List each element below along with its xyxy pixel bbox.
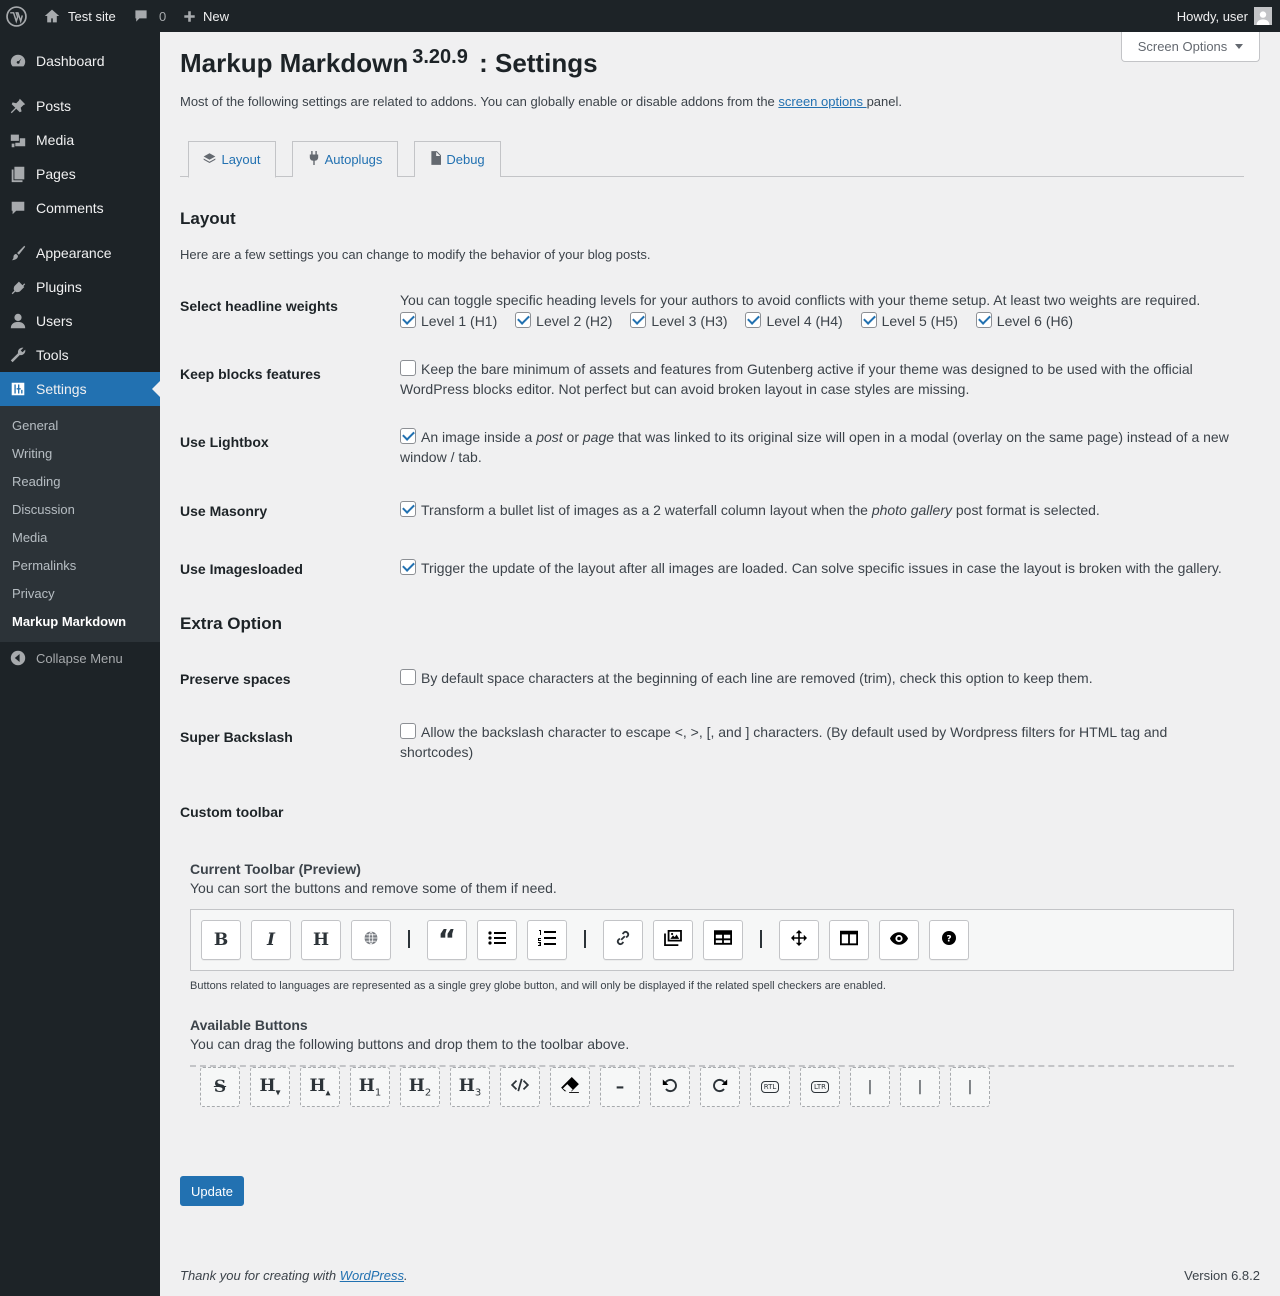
sidebar-item-label: Media [36, 132, 75, 148]
masonry-text: post format is selected. [951, 502, 1100, 518]
page-title-prefix: Markup Markdown [180, 48, 409, 78]
sidebar-item-pages[interactable] [0, 157, 160, 191]
sidebar-item-label: Pages [36, 166, 76, 182]
footer-thanks-end: . [404, 1268, 408, 1283]
sidebar-item-label: Posts [36, 98, 72, 114]
intro-text-before: Most of the following settings are related to addons. You can globally enable or disable addons from the [180, 94, 779, 109]
ordered-list-button[interactable] [527, 920, 567, 960]
italic-button[interactable] [251, 920, 291, 960]
comment-icon [133, 8, 149, 24]
masonry-text: Transform a bullet list of images as a 2 waterfall column layout when the [421, 502, 872, 518]
footer-thanks-text: Thank you for creating with [180, 1268, 340, 1283]
lightbox-text: An image inside a [421, 429, 537, 445]
available-buttons-area [190, 1065, 1234, 1109]
screen-options-button[interactable] [1121, 32, 1260, 62]
level-2-option[interactable] [515, 312, 612, 332]
sidebar-item-appearance[interactable] [0, 236, 160, 270]
sidebar-item-users[interactable] [0, 304, 160, 338]
headline-weights-field [400, 291, 1240, 331]
new-content-link[interactable] [183, 0, 229, 32]
eye-icon [890, 930, 908, 950]
new-label: New [203, 8, 230, 24]
lightbox-text-emphasis: post [536, 429, 563, 445]
user-icon [0, 312, 36, 330]
preserve-spaces-label: Preserve spaces [180, 671, 291, 687]
submenu-item-privacy[interactable]: Privacy [12, 586, 55, 601]
eraser-icon [561, 1077, 579, 1098]
separator-icon: | [917, 1079, 923, 1095]
custom-toolbar-label: Custom toolbar [180, 804, 284, 820]
section-heading-layout: Layout [180, 209, 236, 228]
pages-icon [0, 165, 36, 183]
toolbar-separator [584, 930, 586, 948]
tab-autoplugs[interactable] [292, 141, 398, 177]
dashboard-icon [0, 52, 36, 70]
section-heading-extra: Extra Option [180, 614, 283, 633]
wordpress-logo[interactable] [6, 0, 27, 32]
separator-icon: | [967, 1079, 973, 1095]
sidebar-item-tools[interactable] [0, 338, 160, 372]
unordered-list-icon [488, 930, 506, 950]
keep-blocks-label: Keep blocks features [180, 366, 321, 382]
level-6-checkbox[interactable] [976, 312, 992, 328]
media-icon [0, 131, 36, 149]
fullscreen-button[interactable] [779, 920, 819, 960]
plus-icon [183, 10, 196, 23]
image-button[interactable] [653, 920, 693, 960]
current-toolbar-preview [190, 909, 1234, 971]
guide-button[interactable] [929, 920, 969, 960]
settings-icon [0, 380, 36, 398]
sidebar-item-label: Tools [36, 347, 69, 363]
clean-block-button[interactable] [550, 1067, 590, 1107]
masonry-label: Use Masonry [180, 503, 268, 519]
tab-label: Layout [221, 152, 261, 167]
separator-button[interactable] [850, 1067, 890, 1107]
avatar-icon [1255, 9, 1271, 25]
submenu-item-media[interactable]: Media [12, 530, 48, 545]
heading-3-button[interactable] [450, 1067, 490, 1107]
submenu-item-reading[interactable]: Reading [12, 474, 61, 489]
tab-label: Debug [446, 152, 485, 167]
submenu-item-discussion[interactable]: Discussion [12, 502, 75, 517]
current-toolbar-title: Current Toolbar (Preview) [190, 861, 361, 877]
submenu-item-markup-markdown[interactable]: Markup Markdown [12, 614, 127, 629]
screen-options-link[interactable]: screen options [778, 94, 867, 109]
sidebar-item-label: Users [36, 313, 73, 329]
plugin-version: 3.20.9 [412, 46, 468, 68]
ltr-button[interactable] [800, 1067, 840, 1107]
super-backslash-label: Super Backslash [180, 729, 293, 745]
level-label: Level 2 (H2) [536, 312, 613, 329]
redo-icon [712, 1077, 728, 1098]
submenu-item-writing[interactable]: Writing [12, 446, 53, 461]
lightbox-field [400, 428, 1240, 467]
site-name-link[interactable] [44, 0, 116, 32]
headline-levels [400, 312, 1240, 332]
sidebar-item-settings[interactable] [0, 372, 160, 406]
pin-icon [0, 97, 36, 115]
heading-3-icon: $H_3$ [458, 1075, 482, 1099]
heading-1-icon: $H_1$ [358, 1075, 382, 1099]
settings-submenu [0, 406, 160, 642]
level-5-checkbox[interactable] [861, 312, 877, 328]
level-1-option[interactable] [400, 312, 497, 332]
wrench-icon [0, 346, 36, 364]
super-backslash-checkbox[interactable] [400, 723, 416, 739]
super-backslash-text: Allow the backslash character to escape <, >, [, and ] characters. (By default used by Wordpress filters for HTML tag and shortcodes) [400, 724, 1168, 760]
unordered-list-button[interactable] [477, 920, 517, 960]
available-buttons-title: Available Buttons [190, 1017, 308, 1033]
keep-blocks-text: Keep the bare minimum of assets and features from Gutenberg active if your theme was designed to be used with the official WordPress blocks editor. Not perfect but can avoid broken layout in case styles are missing. [400, 361, 1193, 397]
toolbar-separator [408, 930, 410, 948]
site-name: Test site [68, 8, 116, 24]
separator-icon: | [867, 1079, 873, 1095]
tab-label: Autoplugs [324, 152, 383, 167]
layers-icon [203, 152, 216, 168]
caret-down-icon [1235, 44, 1243, 49]
sidebar-item-label: Settings [36, 381, 87, 397]
section-description-layout: Here are a few settings you can change to modify the behavior of your blog posts. [180, 247, 651, 262]
level-5-option[interactable] [861, 312, 958, 332]
level-4-option[interactable] [745, 312, 842, 332]
lightbox-text-emphasis: page [582, 429, 615, 445]
masonry-text-emphasis: photo gallery [871, 502, 952, 518]
plug-icon [0, 278, 36, 296]
sidebar-item-plugins[interactable] [0, 270, 160, 304]
plug-icon [308, 151, 320, 168]
headline-weights-label: Select headline weights [180, 298, 338, 314]
separator-button[interactable] [900, 1067, 940, 1107]
heading-icon: H [312, 930, 330, 950]
masonry-field [400, 501, 1240, 521]
code-button[interactable] [500, 1067, 540, 1107]
main-content [160, 32, 1280, 1296]
wordpress-logo-icon [6, 6, 27, 27]
greeting: Howdy, user [1176, 8, 1248, 24]
bold-icon: B [213, 930, 229, 950]
tab-debug[interactable] [414, 141, 501, 177]
italic-icon: I [267, 930, 275, 950]
lightbox-label: Use Lightbox [180, 434, 269, 450]
level-6-option[interactable] [976, 312, 1073, 332]
level-3-checkbox[interactable] [630, 312, 646, 328]
columns-icon [840, 930, 858, 951]
intro-text [180, 94, 902, 109]
page-title [180, 48, 598, 79]
separator-button[interactable] [950, 1067, 990, 1107]
imagesloaded-checkbox[interactable] [400, 559, 416, 575]
tab-layout[interactable] [188, 141, 276, 178]
globe-icon [363, 930, 379, 951]
admin-sidebar [0, 32, 160, 1296]
heading-smaller-icon: $H_▾$ [259, 1075, 281, 1099]
collapse-menu-button[interactable] [0, 646, 160, 670]
heading-bigger-icon: $H_▴$ [309, 1075, 331, 1099]
update-button[interactable]: Update [180, 1176, 244, 1206]
side-by-side-button[interactable] [829, 920, 869, 960]
level-2-checkbox[interactable] [515, 312, 531, 328]
horizontal-rule-button[interactable] [600, 1067, 640, 1107]
admin-bar [0, 0, 1280, 32]
avatar [1254, 7, 1272, 25]
strikethrough-button[interactable] [200, 1067, 240, 1107]
level-label: Level 4 (H4) [766, 312, 843, 329]
table-button[interactable] [703, 920, 743, 960]
arrows-icon [791, 930, 807, 951]
comments-link[interactable] [133, 0, 166, 32]
minus-icon: – [615, 1077, 625, 1097]
ordered-list-icon [538, 930, 556, 951]
preserve-spaces-text: By default space characters at the beginning of each line are removed (trim), check this option to keep them. [421, 670, 1093, 686]
page-title-suffix: : Settings [479, 48, 598, 78]
undo-button[interactable] [650, 1067, 690, 1107]
question-circle-icon [942, 930, 956, 950]
heading-1-button[interactable] [350, 1067, 390, 1107]
sidebar-item-label: Comments [36, 200, 104, 216]
level-3-option[interactable] [630, 312, 727, 332]
settings-tabs [180, 141, 1244, 177]
intro-text-after: panel. [866, 94, 902, 109]
heading-button[interactable] [301, 920, 341, 960]
link-button[interactable] [603, 920, 643, 960]
undo-icon [662, 1077, 678, 1098]
footer-version: Version 6.8.2 [1184, 1268, 1260, 1283]
lightbox-text: that was linked to its original size will open in a modal (overlay on the same page) instead of a new window / tab. [400, 429, 1229, 465]
preview-button[interactable] [879, 920, 919, 960]
lightbox-text: or [562, 429, 583, 445]
home-icon [44, 8, 60, 24]
level-label: Level 6 (H6) [996, 312, 1074, 329]
rtl-icon: RTL [761, 1081, 780, 1093]
keep-blocks-checkbox[interactable] [400, 360, 416, 376]
collapse-menu-label: Collapse Menu [36, 650, 123, 666]
masonry-checkbox[interactable] [400, 501, 416, 517]
sidebar-item-label: Plugins [36, 279, 82, 295]
image-icon [664, 930, 682, 951]
link-icon [614, 929, 632, 952]
table-icon [714, 930, 732, 950]
comments-count: 0 [159, 8, 167, 24]
ltr-icon: LTR [811, 1081, 829, 1093]
heading-smaller-button[interactable] [250, 1067, 290, 1107]
heading-bigger-button[interactable] [300, 1067, 340, 1107]
preserve-spaces-field [400, 669, 1240, 689]
collapse-icon [0, 650, 36, 666]
strikethrough-icon: S [213, 1077, 227, 1097]
level-1-checkbox[interactable] [400, 312, 416, 328]
brush-icon [0, 244, 36, 262]
code-icon [511, 1077, 529, 1097]
sidebar-item-posts[interactable] [0, 89, 160, 123]
redo-button[interactable] [700, 1067, 740, 1107]
preserve-spaces-checkbox[interactable] [400, 669, 416, 685]
bold-button[interactable] [201, 920, 241, 960]
toolbar-note: Buttons related to languages are represented as a single grey globe button, and will only be displayed if the related spell checkers are enabled. [190, 980, 886, 992]
level-label: Level 1 (H1) [421, 312, 498, 329]
rtl-button[interactable] [750, 1067, 790, 1107]
quote-icon: “ [437, 923, 457, 956]
sidebar-item-label: Dashboard [36, 53, 105, 69]
wordpress-link[interactable]: WordPress [339, 1268, 404, 1283]
imagesloaded-text: Trigger the update of the layout after all images are loaded. Can solve specific issues in case the layout is broken with the gallery. [421, 560, 1222, 576]
sidebar-item-media[interactable] [0, 123, 160, 157]
document-icon [430, 151, 441, 168]
lightbox-checkbox[interactable] [400, 428, 416, 444]
screen-options-label: Screen Options [1137, 39, 1228, 54]
toolbar-separator [760, 930, 762, 948]
current-toolbar-description: You can sort the buttons and remove some of them if need. [190, 880, 557, 896]
imagesloaded-label: Use Imagesloaded [180, 561, 303, 577]
quote-button[interactable] [427, 920, 467, 960]
sidebar-item-label: Appearance [36, 245, 112, 261]
super-backslash-field [400, 723, 1240, 762]
level-label: Level 5 (H5) [881, 312, 958, 329]
imagesloaded-field [400, 559, 1240, 579]
heading-2-button[interactable] [400, 1067, 440, 1107]
heading-2-icon: $H_2$ [408, 1075, 432, 1099]
submenu-item-permalinks[interactable]: Permalinks [12, 558, 77, 573]
comment-icon [0, 199, 36, 217]
headline-weights-description: You can toggle specific heading levels for your authors to avoid conflicts with your theme setup. At least two weights are required. [400, 292, 1201, 308]
sidebar-item-comments[interactable] [0, 191, 160, 225]
keep-blocks-field [400, 360, 1240, 399]
language-button[interactable] [351, 920, 391, 960]
sidebar-item-dashboard[interactable] [0, 44, 160, 78]
svg-text:?: ? [946, 934, 952, 945]
level-label: Level 3 (H3) [651, 312, 728, 329]
submenu-item-general[interactable]: General [12, 418, 59, 433]
my-account-link[interactable] [1177, 0, 1272, 32]
available-buttons-description: You can drag the following buttons and drop them to the toolbar above. [190, 1036, 630, 1052]
level-4-checkbox[interactable] [745, 312, 761, 328]
footer-thanks [180, 1268, 408, 1283]
